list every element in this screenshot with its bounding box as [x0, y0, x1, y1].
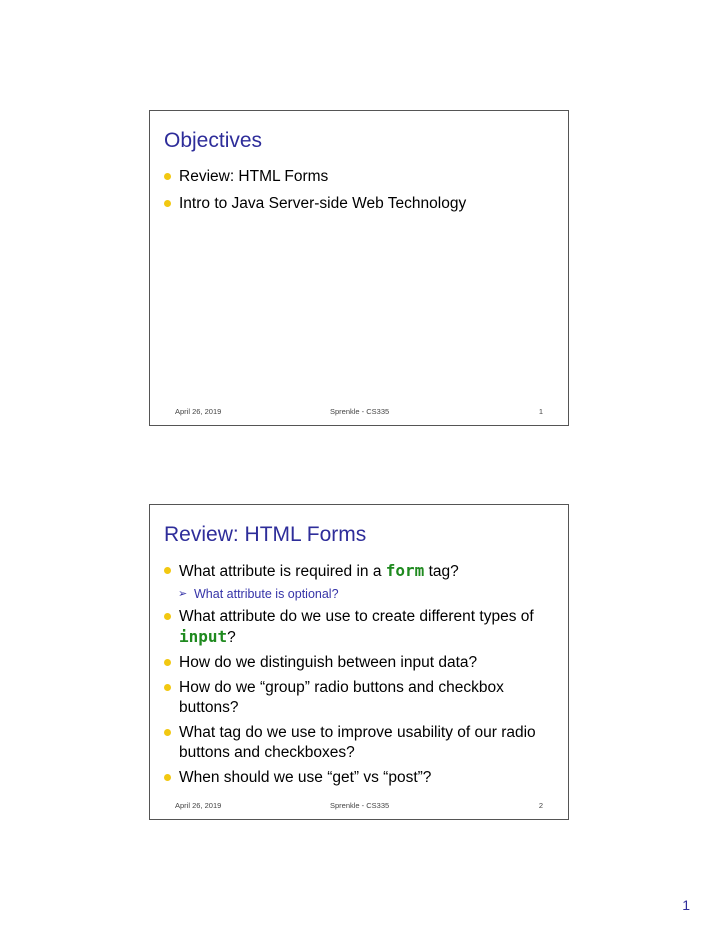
sub-bullet-text: What attribute is optional?: [194, 587, 339, 601]
bullet-dot-icon: [164, 684, 171, 691]
bullet-item: [164, 678, 558, 718]
bullet-text: Review: HTML Forms: [179, 168, 329, 185]
bullet-text: How do we “group” radio buttons and checkbox buttons?: [179, 679, 504, 716]
slide-footer: [150, 801, 568, 811]
bullet-text: Intro to Java Server-side Web Technology: [179, 195, 467, 212]
slide-2: [149, 504, 569, 820]
arrow-right-icon: ➢: [178, 588, 188, 600]
bullet-dot-icon: [164, 613, 171, 620]
bullet-text: When should we use “get” vs “post”?: [179, 769, 432, 786]
bullet-item: [164, 723, 558, 763]
bullet-item: [164, 653, 558, 673]
footer-slide-number: 2: [538, 801, 543, 810]
footer-slide-number: 1: [538, 407, 543, 416]
bullet-text: ?: [227, 629, 236, 646]
bullet-dot-icon: [164, 173, 171, 180]
bullet-item: [164, 194, 558, 214]
code-term: form: [385, 561, 425, 580]
bullet-dot-icon: [164, 774, 171, 781]
footer-date: April 26, 2019: [175, 801, 222, 810]
bullet-dot-icon: [164, 567, 171, 574]
bullet-item: [164, 768, 558, 788]
bullet-item: [164, 607, 558, 648]
bullet-text: How do we distinguish between input data?: [179, 654, 478, 671]
bullet-item: [164, 561, 558, 582]
slide-title: Objectives: [164, 129, 263, 152]
bullet-text: What attribute is required in a: [179, 563, 386, 580]
slide-1: [149, 110, 569, 426]
bullet-text: What attribute do we use to create different types of: [179, 608, 534, 625]
sub-bullet-item: [164, 586, 558, 602]
bullet-text: What tag do we use to improve usability of our radio buttons and checkboxes?: [179, 724, 536, 761]
page-number: 1: [682, 897, 690, 913]
code-term: input: [179, 627, 228, 646]
slide-title: Review: HTML Forms: [164, 523, 367, 546]
footer-date: April 26, 2019: [175, 407, 222, 416]
footer-author: Sprenkle - CS335: [330, 801, 390, 810]
bullet-dot-icon: [164, 729, 171, 736]
bullet-list: [164, 561, 558, 795]
slide-footer: [150, 407, 568, 417]
bullet-list: [164, 167, 558, 221]
bullet-item: [164, 167, 558, 187]
bullet-dot-icon: [164, 659, 171, 666]
bullet-text: tag?: [424, 563, 459, 580]
footer-author: Sprenkle - CS335: [330, 407, 390, 416]
bullet-dot-icon: [164, 200, 171, 207]
